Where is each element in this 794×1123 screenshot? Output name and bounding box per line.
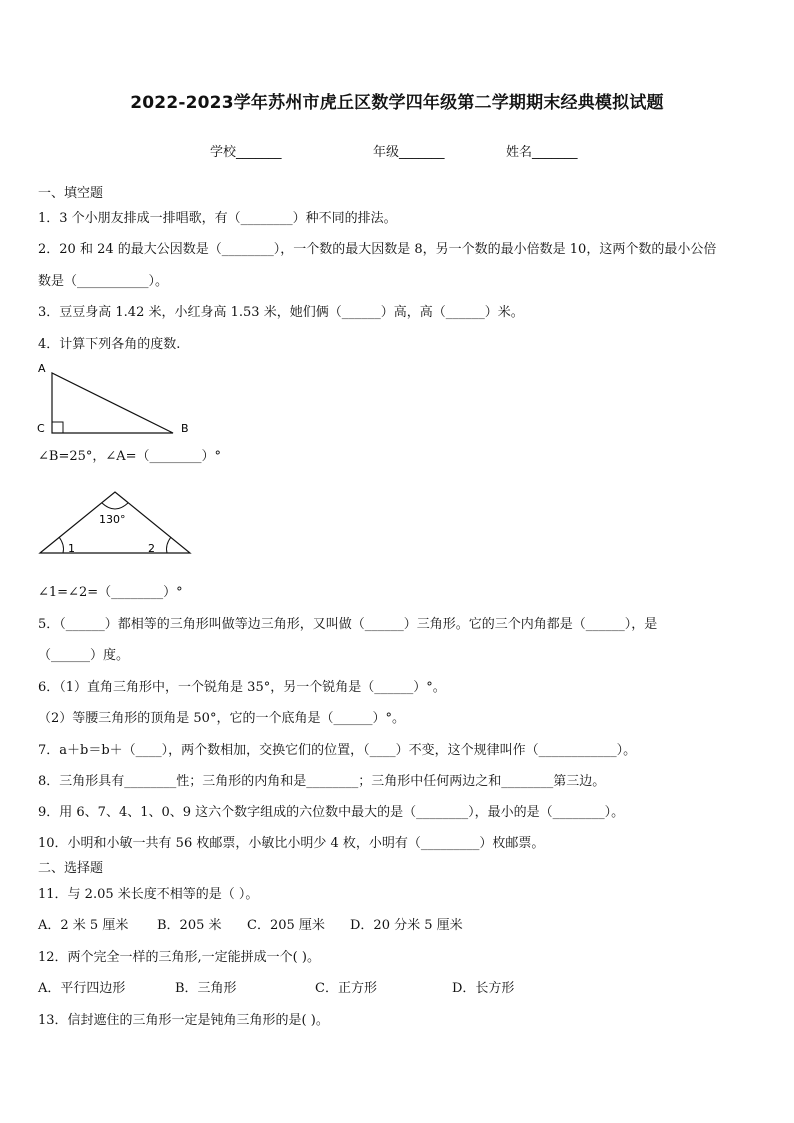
page-title: 2022-2023学年苏州市虎丘区数学四年级第二学期期末经典模拟试题 bbox=[130, 93, 664, 113]
question-11: 11．与 2.05 米长度不相等的是（ ）。 bbox=[38, 887, 259, 902]
question-11-option-d: D．20 分米 5 厘米 bbox=[350, 918, 463, 933]
right-triangle-figure bbox=[30, 358, 200, 440]
question-12-option-c: C．正方形 bbox=[315, 981, 377, 996]
question-12-option-b: B．三角形 bbox=[175, 981, 237, 996]
question-6-part-1: 6．（1）直角三角形中，一个锐角是 35°，另一个锐角是（______）°。 bbox=[38, 680, 446, 695]
question-5-line-1: 5．（______）都相等的三角形叫做等边三角形，又叫做（______）三角形。它的三个内角都是（______），是 bbox=[38, 617, 658, 632]
section-fill-blank-heading: 一、填空题 bbox=[38, 186, 104, 201]
question-4a-answer: ∠B=25°，∠A=（________）° bbox=[38, 449, 222, 464]
section-choice-heading: 二、选择题 bbox=[38, 861, 104, 876]
question-11-option-a: A．2 米 5 厘米 bbox=[38, 918, 129, 933]
question-12-option-a: A．平行四边形 bbox=[38, 981, 126, 996]
isosceles-triangle-figure bbox=[35, 485, 200, 560]
grade-field: 年级_______ bbox=[373, 145, 445, 160]
question-13: 13．信封遮住的三角形一定是钝角三角形的是( )。 bbox=[38, 1013, 329, 1028]
question-10: 10．小明和小敏一共有 56 枚邮票，小敏比小明少 4 枚，小明有（_________）枚邮票。 bbox=[38, 836, 545, 851]
question-12-option-d: D．长方形 bbox=[452, 981, 515, 996]
question-7: 7．a＋b＝b＋（____），两个数相加，交换它们的位置，（____）不变，这个规律叫作（____________）。 bbox=[38, 743, 637, 758]
question-6-part-2: （2）等腰三角形的顶角是 50°，它的一个底角是（______）°。 bbox=[38, 711, 405, 726]
question-2-line-1: 2．20 和 24 的最大公因数是（________），一个数的最大因数是 8，另一个数的最小倍数是 10，这两个数的最小公倍 bbox=[38, 242, 717, 257]
question-1: 1．3 个小朋友排成一排唱歌，有（________）种不同的排法。 bbox=[38, 211, 397, 226]
question-2-line-2: 数是（___________）。 bbox=[38, 274, 169, 289]
vertex-label-c: C bbox=[37, 422, 45, 435]
question-11-option-c: C．205 厘米 bbox=[247, 918, 325, 933]
question-8: 8．三角形具有________性；三角形的内角和是________；三角形中任何两边之和________第三边。 bbox=[38, 774, 606, 789]
question-4b-answer: ∠1=∠2=（________）° bbox=[38, 585, 183, 600]
question-4: 4．计算下列各角的度数. bbox=[38, 337, 181, 352]
angle-2-label: 2 bbox=[148, 542, 155, 555]
question-5-line-2: （______）度。 bbox=[38, 648, 130, 663]
school-field: 学校_______ bbox=[210, 145, 282, 160]
question-11-option-b: B．205 米 bbox=[157, 918, 222, 933]
name-field: 姓名_______ bbox=[506, 145, 578, 160]
apex-angle-label: 130° bbox=[99, 513, 126, 526]
vertex-label-b: B bbox=[181, 422, 189, 435]
vertex-label-a: A bbox=[38, 362, 46, 375]
question-3: 3．豆豆身高 1.42 米，小红身高 1.53 米，她们俩（______）高，高（______）米。 bbox=[38, 305, 524, 320]
angle-1-label: 1 bbox=[68, 542, 75, 555]
question-12: 12．两个完全一样的三角形,一定能拼成一个( )。 bbox=[38, 950, 320, 965]
question-9: 9．用 6、7、4、1、0、9 这六个数字组成的六位数中最大的是（________），最小的是（________）。 bbox=[38, 805, 625, 820]
